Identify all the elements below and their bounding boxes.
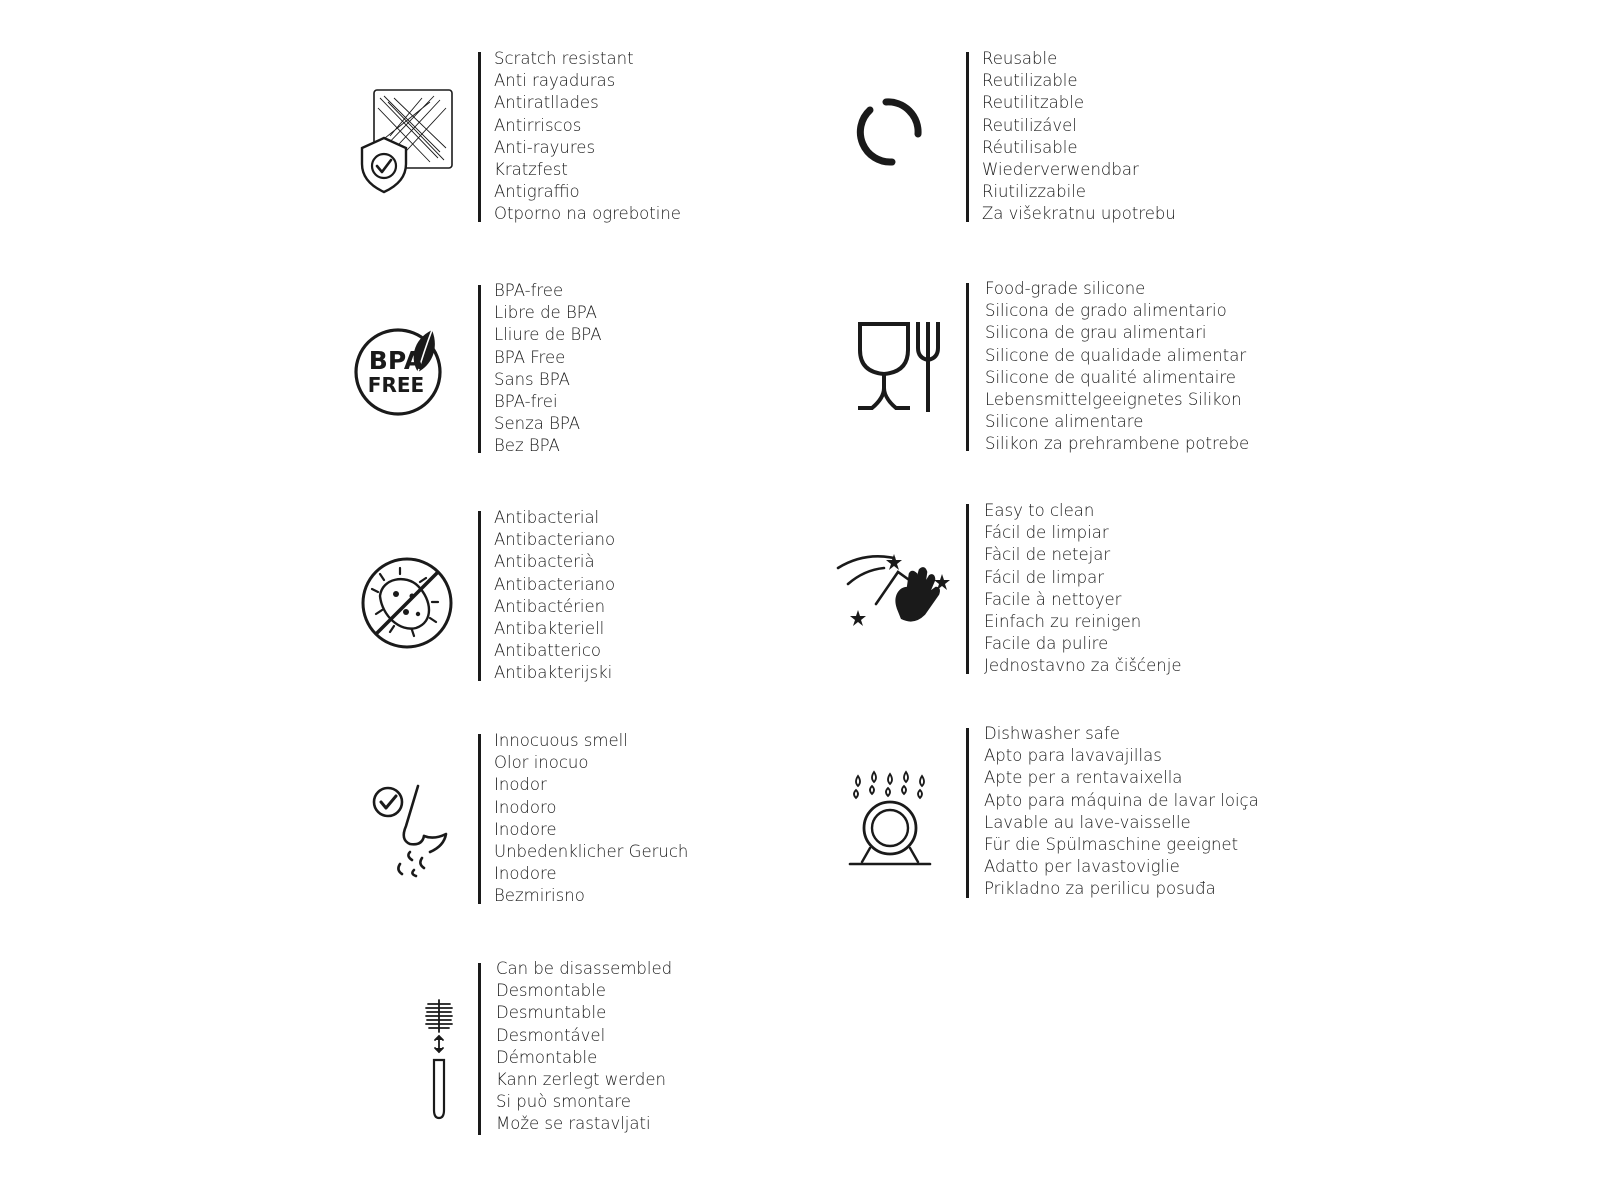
reuse-cycle-icon (852, 96, 924, 168)
label-es: Anti rayaduras (494, 71, 616, 91)
label-pt: Silicone de qualidade alimentar (985, 345, 1247, 365)
label-pt: Fácil de limpar (984, 567, 1105, 587)
label-es: Reutilizable (982, 71, 1078, 91)
label-hr: Jednostavno za čišćenje (984, 656, 1182, 676)
label-list (494, 280, 602, 458)
divider-bar (478, 511, 481, 681)
label-list (982, 48, 1176, 226)
label-de: Antibakteriell (494, 619, 605, 639)
label-en: Can be disassembled (496, 959, 673, 978)
label-es: Desmontable (496, 981, 606, 1001)
label-pt: Apto para máquina de lavar loiça (984, 790, 1259, 810)
label-it: Antigraffio (494, 182, 580, 202)
label-es: Fácil de limpiar (984, 523, 1109, 543)
label-de: Kann zerlegt werden (496, 1070, 666, 1090)
brush-disassemble-icon (424, 996, 454, 1122)
scratch-resistant-shield-icon (360, 88, 456, 194)
label-en: Dishwasher safe (984, 724, 1120, 743)
label-ca: Desmuntable (496, 1003, 607, 1023)
label-en: BPA-free (494, 281, 564, 300)
label-de: Für die Spülmaschine geeignet (984, 835, 1239, 855)
label-it: Si può smontare (496, 1092, 631, 1112)
label-ca: Antibacterià (494, 552, 595, 572)
dishwasher-plate-icon (848, 770, 932, 866)
label-ca: Apte per a rentavaixella (984, 768, 1183, 788)
label-it: Inodore (494, 864, 557, 884)
bpa-icon-text: BPA (368, 346, 424, 375)
label-fr: Démontable (496, 1047, 598, 1067)
label-pt: Reutilizável (982, 115, 1077, 135)
divider-bar (478, 963, 481, 1135)
label-de: Wiederverwendbar (982, 160, 1139, 180)
free-icon-text: FREE (367, 373, 425, 397)
label-de: BPA-frei (494, 392, 558, 412)
label-es: Apto para lavavajillas (984, 746, 1162, 766)
label-fr: Antibactérien (494, 596, 606, 616)
label-it: Facile da pulire (984, 634, 1109, 654)
divider-bar (478, 52, 481, 222)
label-de: Kratzfest (494, 160, 568, 180)
bpa-free-leaf-icon (352, 326, 456, 418)
label-en: Easy to clean (984, 501, 1095, 520)
label-es: Antibacteriano (494, 530, 616, 550)
label-it: Antibatterico (494, 641, 602, 661)
glass-fork-food-safe-icon (856, 320, 940, 414)
label-en: Innocuous smell (494, 731, 628, 750)
label-fr: Réutilisable (982, 137, 1078, 157)
no-bacteria-icon (360, 556, 454, 650)
label-ca: Reutilitzable (982, 93, 1085, 113)
label-it: Adatto per lavastoviglie (984, 857, 1180, 877)
label-it: Silicone alimentare (985, 412, 1144, 432)
label-hr: Bezmirisno (494, 886, 585, 906)
label-fr: Silicone de qualité alimentaire (985, 367, 1236, 387)
label-hr: Za višekratnu upotrebu (982, 204, 1176, 224)
label-fr: Lavable au lave-vaisselle (984, 812, 1191, 832)
divider-bar (966, 283, 969, 451)
label-fr: Inodore (494, 819, 557, 839)
label-ca: Fàcil de netejar (984, 545, 1111, 565)
label-hr: Silikon za prehrambene potrebe (985, 434, 1250, 454)
label-fr: Sans BPA (494, 369, 570, 389)
divider-bar (966, 504, 969, 674)
label-pt: Antirriscos (494, 115, 582, 135)
label-fr: Facile à nettoyer (984, 589, 1122, 609)
label-hr: Bez BPA (494, 436, 560, 456)
label-list (984, 723, 1259, 901)
label-ca: Antiratllades (494, 93, 599, 113)
label-en: Food-grade silicone (985, 279, 1146, 298)
label-es: Silicona de grado alimentario (985, 301, 1227, 321)
label-es: Libre de BPA (494, 303, 597, 323)
wiping-hand-stars-icon (836, 548, 952, 634)
label-pt: Antibacteriano (494, 574, 616, 594)
label-pt: Desmontável (496, 1025, 606, 1045)
label-hr: Može se rastavljati (496, 1114, 651, 1134)
divider-bar (478, 734, 481, 904)
label-de: Einfach zu reinigen (984, 612, 1142, 632)
label-ca: Silicona de grau alimentari (985, 323, 1207, 343)
label-de: Lebensmittelgeeignetes Silikon (985, 390, 1242, 410)
label-de: Unbedenklicher Geruch (494, 842, 689, 862)
label-list (494, 507, 615, 685)
label-list (494, 730, 688, 908)
divider-bar (478, 285, 481, 453)
label-ca: Inodor (494, 775, 547, 795)
label-list (985, 278, 1249, 456)
label-en: Scratch resistant (494, 49, 634, 68)
label-hr: Prikladno za perilicu posuđa (984, 879, 1216, 899)
nose-smell-check-icon (370, 782, 460, 878)
label-list (984, 500, 1181, 678)
label-it: Riutilizzabile (982, 182, 1086, 202)
label-es: Olor inocuo (494, 753, 589, 773)
divider-bar (966, 728, 969, 898)
divider-bar (966, 52, 969, 222)
label-ca: Lliure de BPA (494, 325, 602, 345)
label-hr: Antibakterijski (494, 663, 613, 683)
label-en: Reusable (982, 49, 1058, 68)
label-en: Antibacterial (494, 508, 600, 527)
label-hr: Otporno na ogrebotine (494, 204, 681, 224)
label-list (494, 48, 681, 226)
label-it: Senza BPA (494, 414, 581, 434)
label-fr: Anti-rayures (494, 137, 596, 157)
label-pt: Inodoro (494, 797, 557, 817)
label-pt: BPA Free (494, 347, 566, 367)
label-list (496, 958, 672, 1136)
